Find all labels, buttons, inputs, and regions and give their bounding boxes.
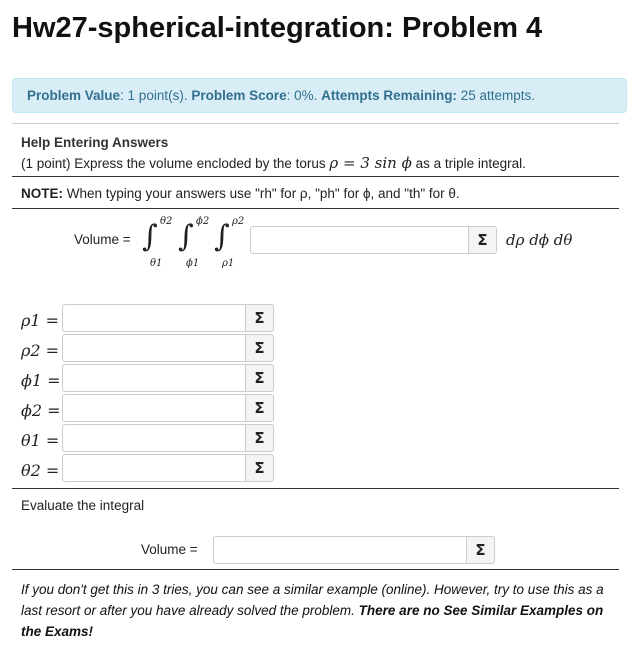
rho2-label: ρ2 = [21,341,60,360]
page-title: Hw27-spherical-integration: Problem 4 [12,12,543,44]
rho1-input[interactable] [62,304,246,332]
problem-score-text: : 0%. [286,88,318,103]
differentials: dρ dϕ dθ [506,231,573,249]
theta1-label: θ1 = [21,431,60,450]
divider [12,569,619,570]
outer-lower-limit: θ1 [150,258,163,269]
middle-upper-limit: ϕ2 [196,216,210,227]
problem-statement [21,154,526,172]
divider [12,488,619,489]
phi1-input[interactable] [62,364,246,392]
problem-value-label: Problem Value [27,88,121,103]
theta1-input[interactable] [62,424,246,452]
note-text: When typing your answers use "rh" for ρ, "ph" for ϕ, and "th" for θ. [63,186,460,201]
attempts-text: 25 attempts. [456,88,535,103]
phi2-input[interactable] [62,394,246,422]
evaluate-instruction: Evaluate the integral [21,498,145,513]
inner-lower-limit: ρ1 [222,258,235,269]
volume-result-label: Volume = [141,542,198,557]
footer-note [21,579,621,642]
volume-result-input[interactable] [213,536,467,564]
problem-text-after: as a triple integral. [411,156,526,171]
problem-score-label: Problem Score [191,88,287,103]
problem-info-banner [12,78,627,113]
equation-editor-button[interactable]: Σ [469,226,497,254]
integrand-input[interactable] [250,226,469,254]
phi2-equation-editor-button[interactable]: Σ [246,394,274,422]
note-line [21,186,460,201]
phi1-equation-editor-button[interactable]: Σ [246,364,274,392]
phi2-label: ϕ2 = [21,401,61,420]
divider [12,176,619,177]
divider [12,123,619,124]
torus-formula: ρ = 3 sin ϕ [329,154,412,172]
theta2-equation-editor-button[interactable]: Σ [246,454,274,482]
problem-value-text: : 1 point(s). [120,88,188,103]
theta2-label: θ2 = [21,461,60,480]
middle-lower-limit: ϕ1 [186,258,200,269]
volume-equation-editor-button[interactable]: Σ [467,536,495,564]
inner-upper-limit: ρ2 [232,216,245,227]
note-label: NOTE: [21,186,63,201]
rho1-label: ρ1 = [21,311,60,330]
rho2-input[interactable] [62,334,246,362]
footer-text: If you don't get this in 3 tries, you can see a similar example (online). However, try to use this as a last resort or after you have already solved the problem. [21,582,604,618]
theta2-input[interactable] [62,454,246,482]
integral-sign-inner: ∫ [214,219,230,254]
rho2-equation-editor-button[interactable]: Σ [246,334,274,362]
divider [12,208,619,209]
help-entering-answers-link[interactable]: Help Entering Answers [21,135,169,150]
integral-sign-outer: ∫ [142,219,158,254]
footer-bold-warning: There are no See Similar Examples on the Exams! [21,603,604,639]
integral-sign-middle: ∫ [178,219,194,254]
phi1-label: ϕ1 = [21,371,61,390]
problem-text-before: (1 point) Express the volume encloded by the torus [21,156,330,171]
attempts-label: Attempts Remaining: [321,88,457,103]
outer-upper-limit: θ2 [160,216,173,227]
volume-label: Volume = [74,232,131,247]
theta1-equation-editor-button[interactable]: Σ [246,424,274,452]
rho1-equation-editor-button[interactable]: Σ [246,304,274,332]
